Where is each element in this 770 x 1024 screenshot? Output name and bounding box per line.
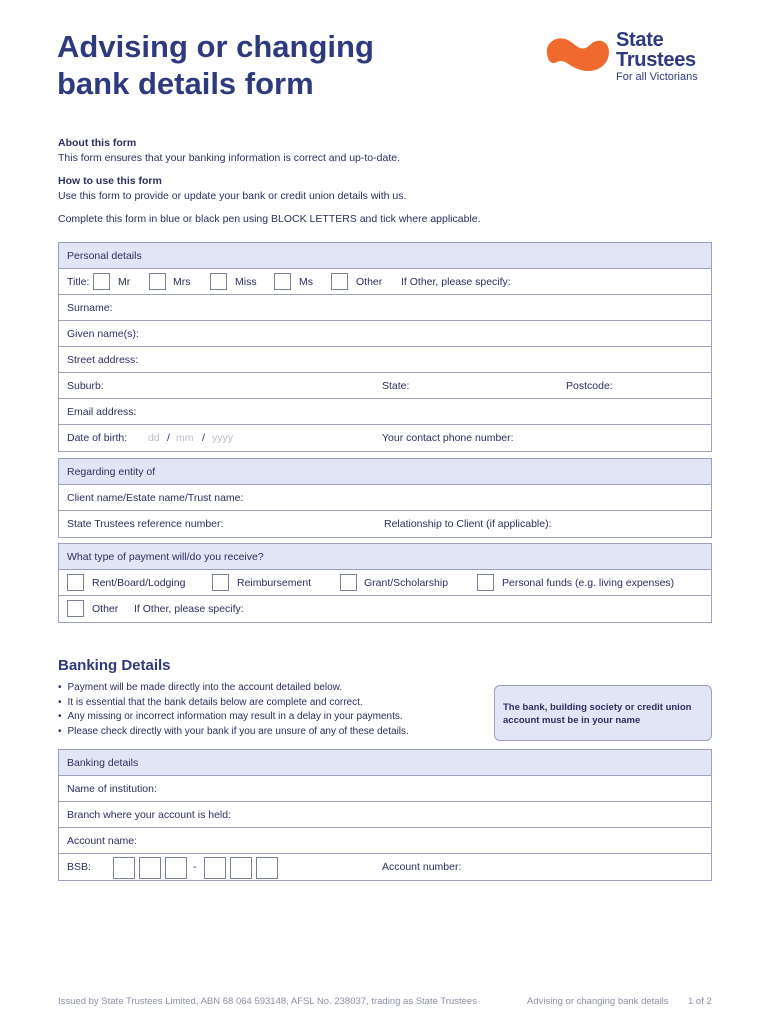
entity-heading: Regarding entity of <box>59 459 711 485</box>
title-line-1: Advising or changing <box>57 29 374 64</box>
title-row <box>59 269 711 295</box>
title-mrs-label: Mrs <box>173 276 191 288</box>
institution-label: Name of institution: <box>67 783 157 795</box>
institution-field[interactable] <box>59 776 711 802</box>
grant-label: Grant/Scholarship <box>364 577 449 589</box>
payment-other-checkbox[interactable] <box>67 600 84 617</box>
phone-label: Your contact phone number: <box>382 432 514 444</box>
logo-line-1: State <box>616 29 664 51</box>
personal-funds-label: Personal funds (e.g. living expenses) <box>502 577 675 589</box>
logo-mark-icon <box>543 32 611 76</box>
bsb-digit-box[interactable] <box>256 857 278 879</box>
instructions-text: Complete this form in blue or black pen using BLOCK LETTERS and tick where applicable. <box>58 213 481 225</box>
payment-other-row <box>59 596 711 622</box>
banking-details-section <box>58 749 712 881</box>
title-other-specify-label: If Other, please specify: <box>401 276 511 288</box>
account-number-label[interactable]: Account number: <box>382 861 462 873</box>
bullet-item: • It is essential that the bank details below are complete and correct. <box>58 696 488 711</box>
suburb-label: Suburb: <box>67 380 104 392</box>
reference-relationship-row[interactable] <box>59 511 711 537</box>
state-label: State: <box>382 380 410 392</box>
banking-details-title: Banking Details <box>58 657 171 674</box>
email-label: Email address: <box>67 406 137 418</box>
bsb-account-row <box>59 854 711 880</box>
dob-day-placeholder: dd <box>148 432 160 444</box>
title-ms-checkbox[interactable] <box>274 273 291 290</box>
how-text: Use this form to provide or update your bank or credit union details with us. <box>58 190 407 202</box>
footer-issued-text: Issued by State Trustees Limited, ABN 68 064 593148, AFSL No. 238037, trading as State Trustees <box>58 996 477 1007</box>
bullet-item: • Please check directly with your bank if you are unsure of any of these details. <box>58 725 488 740</box>
bsb-digit-box[interactable] <box>165 857 187 879</box>
payment-type-heading: What type of payment will/do you receive? <box>59 544 711 570</box>
relationship-label: Relationship to Client (if applicable): <box>384 518 552 530</box>
surname-field[interactable] <box>59 295 711 321</box>
bullet-item: • Payment will be made directly into the account detailed below. <box>58 681 488 696</box>
page-title <box>57 28 477 102</box>
bsb-digit-box[interactable] <box>113 857 135 879</box>
account-name-field[interactable] <box>59 828 711 854</box>
bsb-digit-box[interactable] <box>204 857 226 879</box>
footer-page-number: 1 of 2 <box>688 996 712 1007</box>
bsb-digit-box[interactable] <box>139 857 161 879</box>
suburb-state-postcode-row[interactable] <box>59 373 711 399</box>
branch-field[interactable] <box>59 802 711 828</box>
title-ms-label: Ms <box>299 276 313 288</box>
logo-wordmark <box>616 30 698 84</box>
street-address-label: Street address: <box>67 354 139 366</box>
account-name-label: Account name: <box>67 835 138 847</box>
given-names-label: Given name(s): <box>67 328 139 340</box>
bsb-digit-box[interactable] <box>230 857 252 879</box>
banking-details-heading: Banking details <box>59 750 711 776</box>
bsb-label: BSB: <box>67 861 91 873</box>
entity-section <box>58 458 712 538</box>
title-other-label: Other <box>356 276 383 288</box>
payment-other-specify-label[interactable]: If Other, please specify: <box>134 603 244 615</box>
email-field[interactable] <box>59 399 711 425</box>
client-name-field[interactable] <box>59 485 711 511</box>
logo-line-2: Trustees <box>616 49 696 71</box>
about-text: This form ensures that your banking information is correct and up-to-date. <box>58 152 400 164</box>
personal-details-section <box>58 242 712 452</box>
branch-label: Branch where your account is held: <box>67 809 232 821</box>
banking-bullet-list <box>58 681 488 739</box>
given-names-field[interactable] <box>59 321 711 347</box>
bsb-separator: - <box>193 861 197 873</box>
title-mr-checkbox[interactable] <box>93 273 110 290</box>
bullet-item: • Any missing or incorrect information may result in a delay in your payments. <box>58 710 488 725</box>
title-mr-label: Mr <box>118 276 131 288</box>
title-miss-checkbox[interactable] <box>210 273 227 290</box>
title-mrs-checkbox[interactable] <box>149 273 166 290</box>
account-name-note: The bank, building society or credit union account must be in your name <box>494 685 712 741</box>
payment-type-section <box>58 543 712 623</box>
payment-other-label: Other <box>92 603 119 615</box>
client-name-label: Client name/Estate name/Trust name: <box>67 492 244 504</box>
title-miss-label: Miss <box>235 276 257 288</box>
about-heading: About this form <box>58 137 137 149</box>
payment-options-row <box>59 570 711 596</box>
how-heading: How to use this form <box>58 175 162 187</box>
state-trustees-logo <box>543 30 723 86</box>
title-line-2: bank details form <box>57 66 314 101</box>
rent-label: Rent/Board/Lodging <box>92 577 186 589</box>
dob-label: Date of birth: <box>67 432 128 444</box>
reference-label: State Trustees reference number: <box>67 518 224 530</box>
dob-month-placeholder: mm <box>176 432 194 444</box>
personal-funds-checkbox[interactable] <box>477 574 494 591</box>
grant-checkbox[interactable] <box>340 574 357 591</box>
postcode-label: Postcode: <box>566 380 613 392</box>
personal-details-heading: Personal details <box>59 243 711 269</box>
dob-phone-row[interactable] <box>59 425 711 451</box>
logo-tagline: For all Victorians <box>616 71 698 83</box>
reimbursement-label: Reimbursement <box>237 577 312 589</box>
reimbursement-checkbox[interactable] <box>212 574 229 591</box>
title-label: Title: <box>67 276 90 288</box>
rent-checkbox[interactable] <box>67 574 84 591</box>
dob-separator-1: / <box>167 432 170 444</box>
dob-year-placeholder: yyyy <box>212 432 233 444</box>
street-address-field[interactable] <box>59 347 711 373</box>
title-other-checkbox[interactable] <box>331 273 348 290</box>
dob-separator-2: / <box>202 432 205 444</box>
footer-doc-name: Advising or changing bank details <box>527 996 669 1007</box>
intro-text <box>58 136 718 227</box>
surname-label: Surname: <box>67 302 113 314</box>
